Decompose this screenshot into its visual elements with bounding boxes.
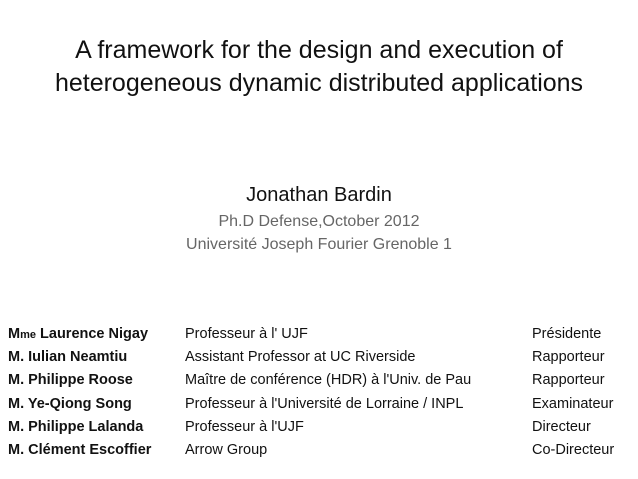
jury-member-role: Examinateur [532,395,614,412]
presenter-name: Jonathan Bardin [246,184,392,206]
jury-member-affiliation: Professeur à l'Université de Lorraine / INPL [185,395,464,412]
jury-list [8,323,633,462]
jury-member-affiliation: Professeur à l' UJF [185,326,308,342]
jury-member-affiliation: Professeur à l'UJF [185,418,304,435]
event-line: Ph.D Defense,October 2012 [218,213,420,230]
jury-member-name: M. Iulian Neamtiu [8,349,128,366]
jury-member-name: M. Philippe Lalanda [8,418,144,435]
jury-member-role: Rapporteur [532,349,605,366]
jury-member-name: M. Philippe Roose [8,372,133,389]
jury-member-role: Présidente [532,326,602,342]
title-superscript: me [20,329,36,341]
jury-row [8,416,633,439]
title-line-1: A framework for the design and execution of [75,36,563,64]
jury-member-name: Mme Laurence Nigay [8,326,149,342]
jury-row [8,346,633,369]
jury-member-affiliation: Maître de conférence (HDR) à l'Univ. de Pau [185,372,472,389]
jury-row [8,369,633,392]
slide-title [0,34,638,100]
institution-line: Université Joseph Fourier Grenoble 1 [186,236,452,253]
jury-member-role: Rapporteur [532,372,605,389]
title-line-2: heterogeneous dynamic distributed applications [54,69,584,97]
jury-row [8,393,633,416]
jury-member-role: Directeur [532,418,591,435]
jury-member-name: M. Ye-Qiong Song [8,395,132,412]
jury-member-name: M. Clément Escoffier [8,441,152,458]
jury-row [8,323,633,346]
jury-member-affiliation: Arrow Group [185,441,268,458]
jury-member-role: Co-Directeur [532,441,615,458]
jury-row [8,439,633,462]
jury-member-affiliation: Assistant Professor at UC Riverside [185,349,416,366]
